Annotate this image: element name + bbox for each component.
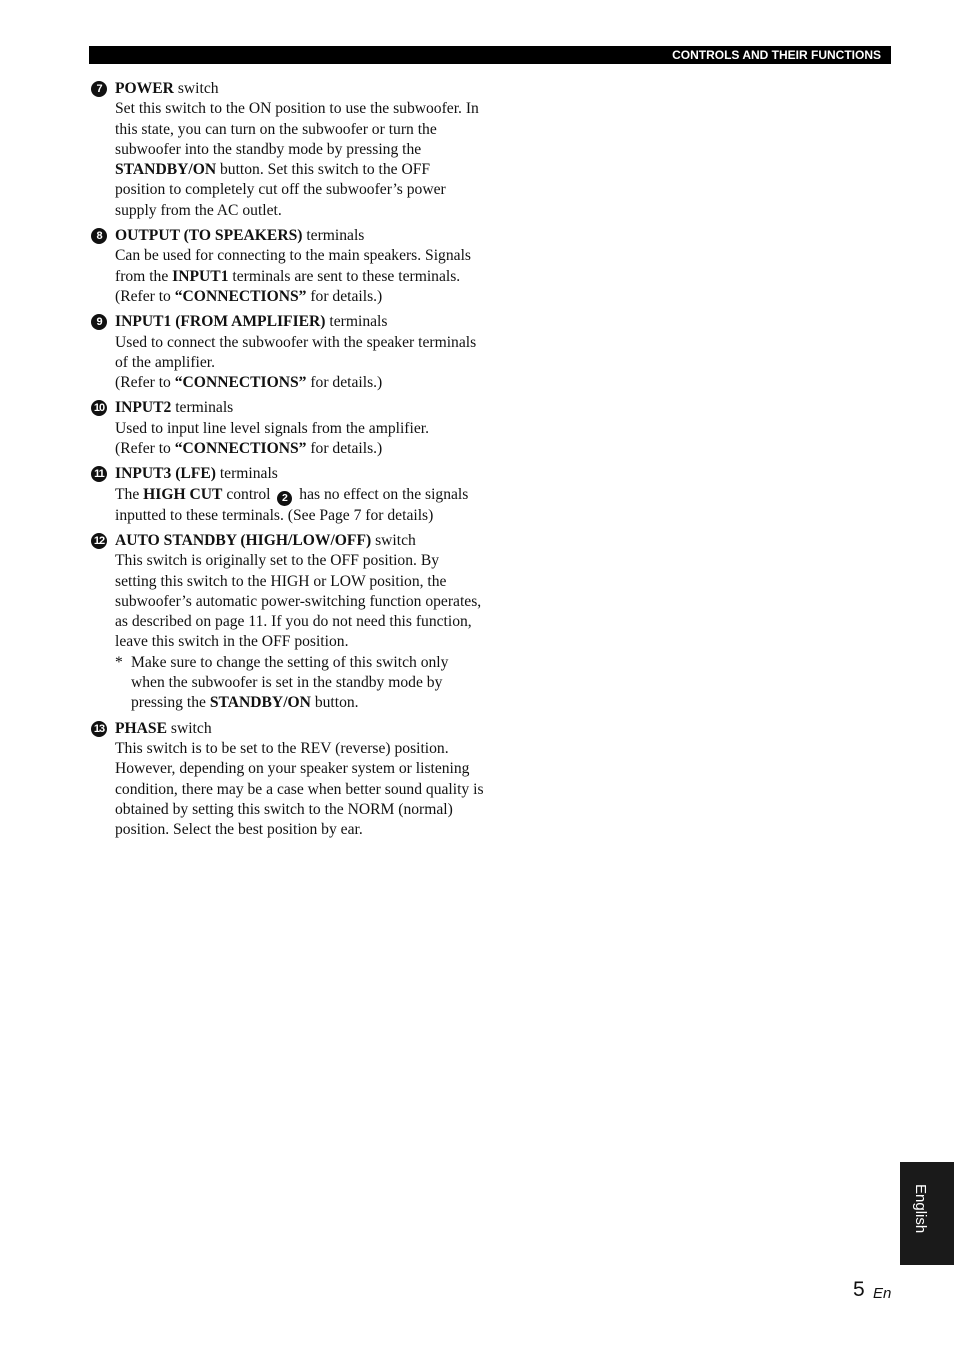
item-suffix: switch <box>371 531 416 549</box>
item-name: PHASE <box>115 719 167 737</box>
description-text: has no effect on the signals inputted to these terminals. (See Page 7 for details) <box>115 485 469 524</box>
reference-number-badge: 2 <box>277 491 292 506</box>
item-description: This switch is to be set to the REV (reverse) position. However, depending on your speaker system or listening condition, there may be a case when better sound quality is obtained by setting this switch to the NORM (normal) position. Select the best position by ear. <box>115 739 484 839</box>
item-description: This switch is originally set to the OFF position. By setting this switch to the HIGH or LOW position, the subwoofer’s automatic power-switching function operates, as described on page 11. If you do not need this function, leave this switch in the OFF position. <box>115 552 482 651</box>
item-reference <box>115 439 484 459</box>
item-reference <box>115 373 484 393</box>
item-heading <box>115 312 484 332</box>
language-label: English <box>912 1184 929 1234</box>
item-heading <box>115 531 484 551</box>
item-suffix: terminals <box>215 465 278 483</box>
item-name: AUTO STANDBY (HIGH/LOW/OFF) <box>115 531 372 549</box>
item-heading <box>115 226 484 246</box>
section-header-bar <box>89 46 891 64</box>
reference-text: for details.) <box>306 287 383 305</box>
item-name: INPUT2 <box>115 399 172 417</box>
item-name: INPUT1 (FROM AMPLIFIER) <box>115 313 326 331</box>
description-text: The <box>115 485 144 503</box>
item-number-badge: 8 <box>91 228 107 244</box>
reference-text: (Refer to <box>115 440 175 458</box>
description-text: control <box>222 485 275 503</box>
item-auto-standby-switch <box>89 531 484 714</box>
item-name: POWER <box>115 80 174 97</box>
reference-bold: “CONNECTIONS” <box>174 287 307 305</box>
item-heading <box>115 719 484 739</box>
item-suffix: switch <box>173 80 219 97</box>
item-reference <box>115 287 484 307</box>
reference-text: (Refer to <box>115 287 175 305</box>
item-output-terminals <box>89 226 484 307</box>
item-phase-switch <box>89 719 484 841</box>
item-description <box>115 246 484 287</box>
item-description <box>115 485 484 526</box>
item-suffix: terminals <box>302 227 365 245</box>
description-bold: STANDBY/ON <box>115 161 217 179</box>
section-title: CONTROLS AND THEIR FUNCTIONS <box>672 48 881 62</box>
page-language-suffix: En <box>873 1285 892 1302</box>
controls-list <box>89 79 484 845</box>
item-suffix: terminals <box>171 399 234 417</box>
reference-text: for details.) <box>306 374 383 392</box>
item-suffix: switch <box>167 719 212 737</box>
item-number-badge: 9 <box>91 314 107 330</box>
description-text: button. Set this switch to the OFF position to completely cut off the subwoofer’s power supply from the AC outlet. <box>115 161 446 219</box>
item-number-badge: 12 <box>91 533 107 549</box>
item-input2-terminals <box>89 398 484 459</box>
item-name: OUTPUT (TO SPEAKERS) <box>115 227 303 245</box>
item-suffix: terminals <box>325 313 388 331</box>
note-text: Make sure to change the setting of this switch only when the subwoofer is set in the standby mode by pressing the <box>131 653 449 712</box>
item-number-badge: 7 <box>91 81 107 97</box>
item-name: INPUT3 (LFE) <box>115 465 216 483</box>
description-text: Can be used for connecting to the main speakers. Signals from the <box>115 247 471 285</box>
item-power-switch <box>89 79 484 221</box>
note-text: button. <box>310 694 359 712</box>
item-heading <box>115 398 484 418</box>
item-number-badge: 11 <box>91 466 107 482</box>
item-input1-terminals <box>89 312 484 393</box>
item-heading <box>115 464 484 484</box>
reference-text: for details.) <box>306 440 383 458</box>
item-note <box>115 653 484 714</box>
description-bold: HIGH CUT <box>143 485 223 503</box>
page-number: 5 <box>853 1278 865 1301</box>
description-text: Set this switch to the ON position to use the subwoofer. In this state, you can turn on the subwoofer or turn the subwoofer into the standby mode by pressing the <box>115 100 479 158</box>
language-side-tab <box>900 1162 954 1265</box>
item-number-badge: 13 <box>91 721 107 737</box>
description-bold: INPUT1 <box>172 267 229 285</box>
reference-bold: “CONNECTIONS” <box>174 440 307 458</box>
note-asterisk: * <box>115 653 123 671</box>
item-number-badge: 10 <box>91 400 107 416</box>
description-text: terminals are sent to these terminals. <box>228 267 461 285</box>
note-bold: STANDBY/ON <box>209 694 311 712</box>
reference-text: (Refer to <box>115 374 175 392</box>
item-description <box>115 99 484 221</box>
item-description: Used to input line level signals from the amplifier. <box>115 419 429 437</box>
item-input3-terminals <box>89 464 484 526</box>
item-description: Used to connect the subwoofer with the speaker terminals of the amplifier. <box>115 333 477 371</box>
item-heading <box>115 79 484 99</box>
reference-bold: “CONNECTIONS” <box>174 374 307 392</box>
